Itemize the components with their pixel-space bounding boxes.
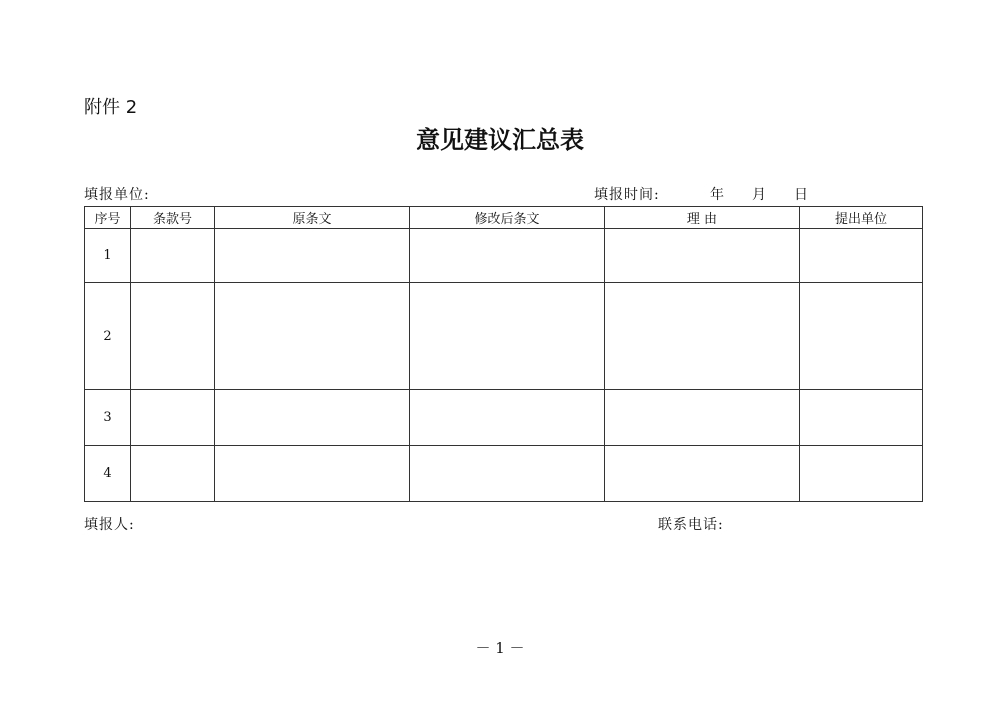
unit-cell[interactable] — [800, 229, 923, 283]
clause-cell[interactable] — [131, 229, 215, 283]
header-revised: 修改后条文 — [410, 207, 605, 229]
unit-cell[interactable] — [800, 390, 923, 446]
reason-cell[interactable] — [605, 283, 800, 390]
reason-cell[interactable] — [605, 229, 800, 283]
table-row — [85, 283, 923, 390]
revised-cell[interactable] — [410, 390, 605, 446]
fill-time-label: 填报时间: — [594, 187, 660, 203]
original-cell[interactable] — [215, 283, 410, 390]
clause-cell[interactable] — [131, 390, 215, 446]
revised-cell[interactable] — [410, 446, 605, 502]
suggestion-table — [84, 206, 923, 502]
filler-label: 填报人: — [84, 517, 135, 533]
date-month-label: 月 — [752, 187, 766, 203]
revised-cell[interactable] — [410, 229, 605, 283]
page-title: 意见建议汇总表 — [416, 126, 584, 154]
date-day-label: 日 — [794, 187, 808, 203]
unit-cell[interactable] — [800, 283, 923, 390]
table-row — [85, 446, 923, 502]
header-unit: 提出单位 — [800, 207, 923, 229]
original-cell[interactable] — [215, 446, 410, 502]
table-header-row — [85, 207, 923, 229]
header-clause: 条款号 — [131, 207, 215, 229]
original-cell[interactable] — [215, 229, 410, 283]
row-number: 3 — [85, 390, 131, 446]
phone-label: 联系电话: — [658, 517, 724, 533]
row-number: 4 — [85, 446, 131, 502]
page-number: － 1 － — [475, 639, 525, 657]
reason-cell[interactable] — [605, 390, 800, 446]
date-year-label: 年 — [710, 187, 724, 203]
row-number: 1 — [85, 229, 131, 283]
revised-cell[interactable] — [410, 283, 605, 390]
fill-unit-label: 填报单位: — [84, 187, 150, 203]
header-no: 序号 — [85, 207, 131, 229]
row-number: 2 — [85, 283, 131, 390]
clause-cell[interactable] — [131, 446, 215, 502]
header-reason: 理 由 — [605, 207, 800, 229]
clause-cell[interactable] — [131, 283, 215, 390]
annex-label: 附件 2 — [84, 97, 138, 118]
table-row — [85, 390, 923, 446]
original-cell[interactable] — [215, 390, 410, 446]
unit-cell[interactable] — [800, 446, 923, 502]
table-row — [85, 229, 923, 283]
header-original: 原条文 — [215, 207, 410, 229]
reason-cell[interactable] — [605, 446, 800, 502]
